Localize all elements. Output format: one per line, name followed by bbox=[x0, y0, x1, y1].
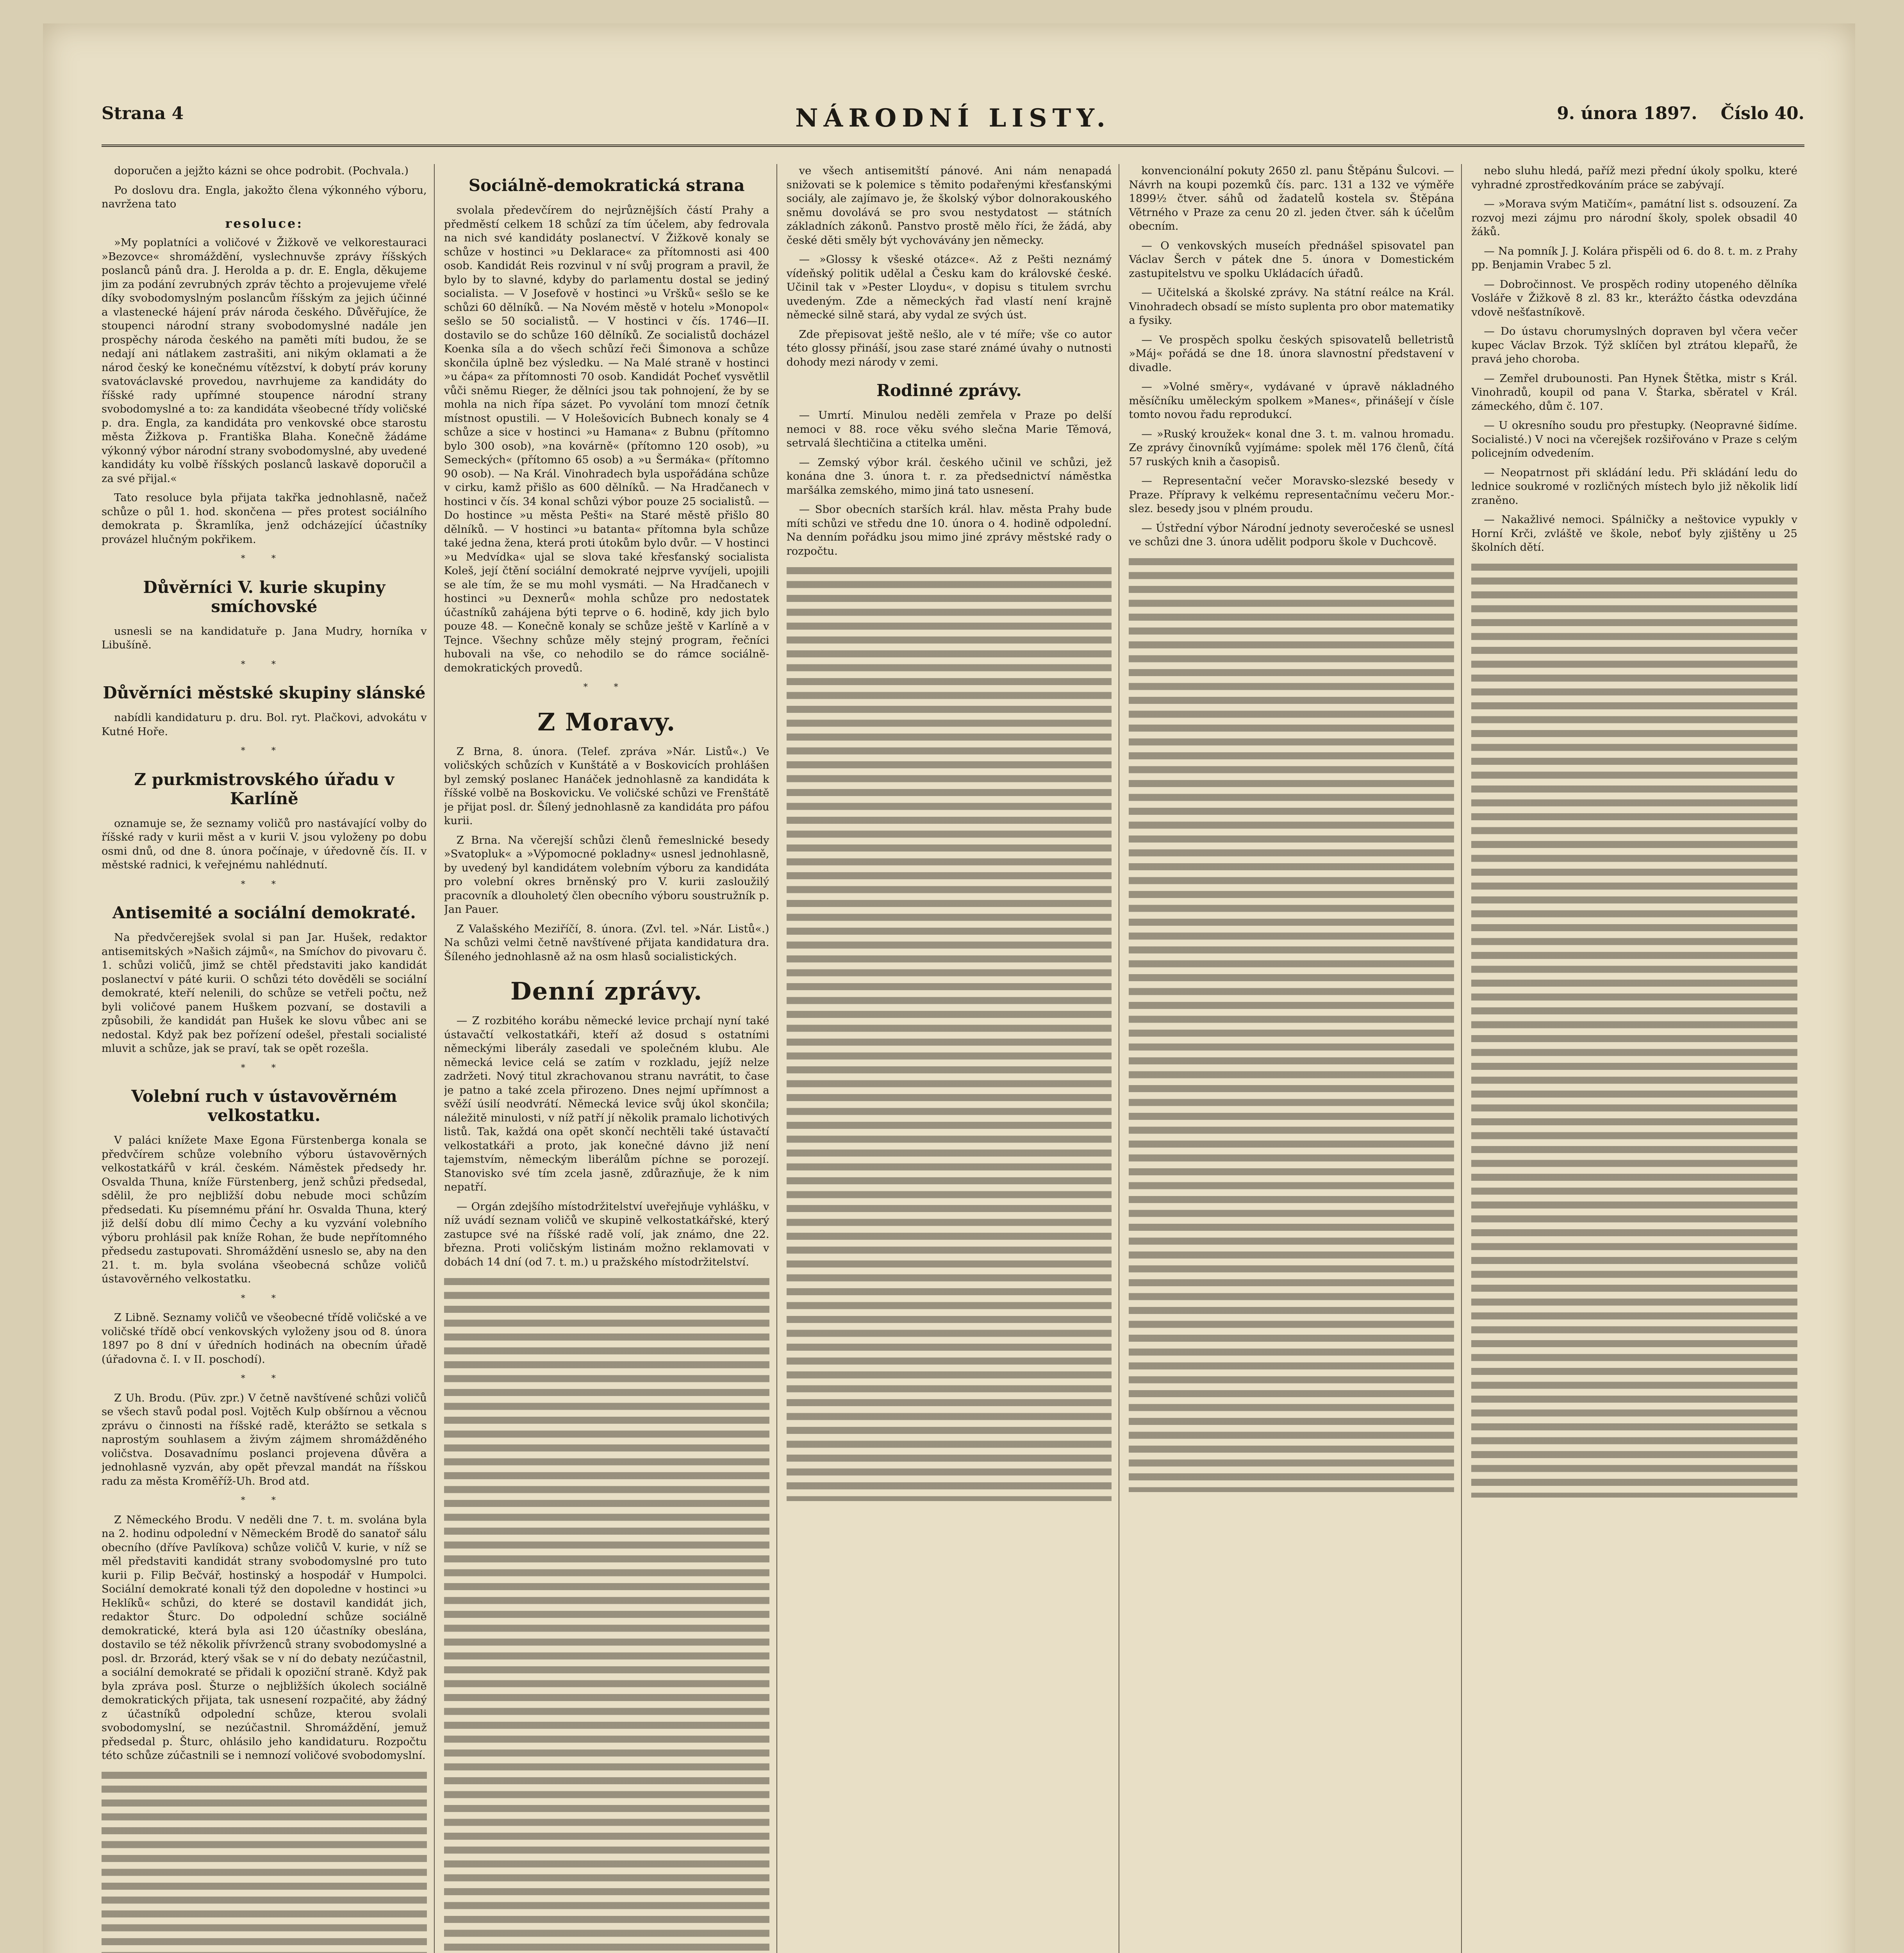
article-paragraph: — Nakažlivé nemoci. Spálničky a neštovice vypukly v Horní Krči, zvláště ve škole, neboť byly zjištěny u 25 školních dětí. bbox=[1471, 513, 1797, 553]
continued-text-block bbox=[787, 564, 1112, 1501]
separator: * * bbox=[241, 1496, 287, 1505]
article-heading: Sociálně-demokratická strana bbox=[468, 176, 745, 195]
article-paragraph: nebo sluhu hledá, paříž mezi přední úkoly spolku, které vyhradné zprostředkováním práce se zabývají. bbox=[1471, 164, 1797, 191]
page-number: Strana 4 bbox=[102, 104, 184, 123]
article-paragraph: usnesli se na kandidatuře p. Jana Mudry, horníka v Libušíně. bbox=[102, 625, 427, 651]
article-paragraph: nabídli kandidaturu p. dru. Bol. ryt. Plačkovi, advokátu v Kutné Hoře. bbox=[102, 711, 427, 738]
article-paragraph: — Representační večer Moravsko-slezské besedy v Praze. Přípravy k velkému representačnímu večeru Mor.-slez. besedy jsou v plném proudu. bbox=[1129, 475, 1454, 515]
article-paragraph: — Sbor obecních starších král. hlav. města Prahy bude míti schůzi ve středu dne 10. února o 4. hodině odpolední. Na denním pořádku jsou mimo jiné zprávy městské rady o rozpočtu. bbox=[786, 503, 1112, 557]
article-paragraph: — Z rozbitého korábu německé levice prchají nyní také ústavačtí velkostatkáři, kteří až dosud s ostatními německými liberály zasedali ve společném klubu. Ale německá levice celá se zatím v rozkladu, jejíž nelze zadržeti. Nový titul zkrachovanou stranu navrátit, to čase je patno a také zcela přirozeno. Dnes nejmí upřímnost a svěží úsilí neodvrátí. Německá levice svůj úkol skončila; náležitě minulosti, v níž patří jí několik pramalo lichotivých listů. Tak, každá ona opět skončí nechtěli také ústavačtí velkostatkáři a proto, jak konečné dávno již není tajemstvím, německým liberálům píchne se porozejí. Stanovisko své tím zcela jasně, zdůrazňuje, že k nim nepatří. bbox=[444, 1014, 769, 1193]
newspaper-title: NÁRODNÍ LISTY. bbox=[795, 104, 1111, 133]
separator: * * bbox=[241, 879, 287, 889]
separator: * * bbox=[241, 1063, 287, 1073]
column-2 bbox=[444, 164, 777, 1953]
article-paragraph: Z Uh. Brodu. (Püv. zpr.) V četně navštívené schůzi voličů se všech stavů podal posl. Vojtěch Kulp obšírnou a věcnou zprávu o činnosti na říšské radě, kterážto se setkala s naprostým souhlasem a živým zájmem shromážděného voličstva. Dosavadnímu poslanci projevena důvěra a jednohlasně vyzván, aby opět převzal mandát na říšskou radu za města Kroměříž-Uh. Brod atd. bbox=[102, 1391, 427, 1487]
section-heading: Denní zprávy. bbox=[510, 977, 703, 1005]
column-5 bbox=[1471, 164, 1804, 1953]
article-paragraph: Z Libně. Seznamy voličů ve všeobecné třídě voličské a ve voličské třídě obcí venkovských vyloženy jsou od 8. února 1897 po 8 dní v úředních hodinách na obecním úřadě (úřadovna č. I. v II. poschodí). bbox=[102, 1311, 427, 1366]
article-paragraph: — Do ústavu chorumyslných dopraven byl včera večer kupec Václav Brzok. Týž sklíčen byl ztrátou klepařů, že pravá jeho choroba. bbox=[1471, 325, 1797, 365]
article-paragraph: Na předvčerejšek svolal si pan Jar. Hušek, redaktor antisemitských »Našich zájmů«, na Smíchov do pivovaru č. 1. schůzi voličů, jimž se chtěl představiti jako kandidát poslanectví v páté kurii. O schůzi této dověděli se sociální demokraté, kteří nelenili, do schůze se vetřeli počtu, než byli voličové panem Huškem pozvaní, se dostavili a způsobili, že kandidát pan Hušek ke slovu vůbec ani se nedostal. Když pak bez pořízení odešel, přestali socialisté mluvit a schůze, jak se praví, tak se opět rozešla. bbox=[102, 931, 427, 1055]
separator: * * bbox=[241, 554, 287, 564]
article-paragraph: — O venkovských museích přednášel spisovatel pan Václav Šerch v pátek dne 5. února v Domestickém zastupitelstvu ve spolku Ukládacích úřadů. bbox=[1129, 239, 1454, 280]
separator: * * bbox=[583, 682, 630, 692]
separator: * * bbox=[241, 1374, 287, 1384]
article-paragraph: Z Brna, 8. února. (Telef. zpráva »Nár. Listů«.) Ve voličských schůzích v Kunštátě a v Boskovicích prohlášen byl zemský poslanec Hanáček jednohlasně za kandidáta k říšské volbě na Boskovicku. Ve voličské schůzi ve Frenštátě je přijat posl. dr. Šílený jednohlasně za kandidáta pro páfou kurii. bbox=[444, 745, 769, 827]
article-paragraph: — Zemřel drubounosti. Pan Hynek Štětka, mistr s Král. Vinohradů, koupil od pana V. Štarka, sběratel v Král. zámeckého, dům č. 107. bbox=[1471, 372, 1797, 412]
article-heading: Důvěrníci městské skupiny slánské bbox=[103, 683, 426, 702]
newspaper-page bbox=[43, 23, 1855, 1953]
article-paragraph: Z Německého Brodu. V neděli dne 7. t. m. svolána byla na 2. hodinu odpolední v Německém Brodě do sanatoř sálu obecního (dříve Pavlíkova) schůze voličů V. kurie, v níž se měl představiti kandidát strany svobodomyslné pro tuto kurii p. Filip Bečvář, hostinský a hospodář v Humpolci. Sociální demokraté konali týž den dopoledne v hostinci »u Heklíků« schůzi, do které se dostavil kandidát jich, redaktor Šturc. Do odpolední schůze sociálně demokratické, která byla asi 120 účastníky obeslána, dostavilo se též několik přívrženců strany svobodomyslné a posl. dr. Brzorád, který však se v ní do debaty nezúčastnil, a sociální demokraté se přidali k opoziční straně. Když pak byla zpráva posl. Šturze o nejbližších úkolech sociálně demokratických přijata, tak usnesení rozpačité, aby žádný z účastníků odpolední schůze, kterou svolali svobodomyslní, se nezúčastnil. Shromáždění, jemuž předsedal p. Šturc, ohlásilo jeho kandidaturu. Rozpočtu této schůze zúčastnili se i nemnozí voličové svobodomyslní. bbox=[102, 1513, 427, 1762]
article-paragraph: konvencionální pokuty 2650 zl. panu Štěpánu Šulcovi. — Návrh na koupi pozemků čís. parc. 131 a 132 ve výměře 1899½ čtver. sáhů od žadatelů kostela sv. Štěpána Větrného v Praze za cenu 20 zl. jeden čtver. sáh k účelům obecním. bbox=[1129, 164, 1454, 232]
article-paragraph: — Zemský výbor král. českého učinil ve schůzi, jež konána dne 3. února t. r. za předsednictví náměstka maršálka zemského, mimo jiná tato usnesení. bbox=[786, 456, 1112, 496]
article-paragraph: — Dobročinnost. Ve prospěch rodiny utopeného dělníka Vosláře v Žižkově 8 zl. 83 kr., kterážto částka odevzdána vdově nešťastníkově. bbox=[1471, 278, 1797, 318]
separator: * * bbox=[241, 1293, 287, 1303]
article-columns bbox=[102, 164, 1804, 1953]
article-paragraph: V paláci knížete Maxe Egona Fürstenberga konala se předvčírem schůze volebního výboru ústavověrných velkostatkářů v král. českém. Náměstek předsedy hr. Osvalda Thuna, kníže Fürstenberg, jenž schůzi předsedal, sdělil, že pro nejbližší dobu nebude moci schůzím předsedati. Ku písemnému přání hr. Osvalda Thuna, který již delší dobu dlí mimo Čechy a ku vyzvání volebního výboru prohlásil pak kníže Rohan, že bude nepřítomného předsedu zastupovati. Shromáždění usneslo se, aby na den 21. t. m. byla svolána všeobecná schůze voličů ústavověrného velkostatku. bbox=[102, 1134, 427, 1285]
continued-text-block bbox=[1471, 560, 1797, 1498]
article-paragraph: Po doslovu dra. Engla, jakožto člena výkonného výboru, navržena tato bbox=[102, 184, 427, 210]
article-paragraph: — »Volné směry«, vydávané v úpravě nákladného měsíčníku uměleckým spolkem »Manes«, přinášejí v čísle tomto novou řadu reprodukcí. bbox=[1129, 380, 1454, 421]
article-paragraph: »My poplatníci a voličové v Žižkově ve velkorestauraci »Bezovce« shromáždění, vyslechnuvše zprávy říšských poslanců pánů dra. J. Herolda a p. dr. E. Engla, děkujeme jim za podání zevrubných zpráv těchto a projevujeme vřelé díky svobodomyslným poslancům říšským za jejich účinné a vlastenecké hájení práv národa českého. Důvěřujíce, že stoupenci národní strany svobodomyslné nadále jen prospěchy národa českého na paměti míti budou, že se nedají ani nátlakem zastrašiti, ani nikým oklamati a že národ český ke konečnému vítězství, k dobytí práv koruny svatováclavské provedou, navrhujeme za kandidáty do říšské rady upřímné stoupence národní strany svobodomyslné a to: za kandidáta všeobecné třídy voličské p. dra. Engla, za kandidáta pro venkovské obce starostu města Žižkova p. Františka Blaha. Konečně žádáme výkonný výbor národní strany svobodomyslné, aby uvedené kandidáty ku volbě říšských poslanců laskavě doporučil a za své přijal.« bbox=[102, 236, 427, 485]
article-paragraph: — Orgán zdejšího místodržitelství uveřejňuje vyhlášku, v níž uvádí seznam voličů ve skupině velkostatkářské, který zastupce své na říšské radě volí, jak známo, dne 22. března. Proti voličským listinám možno reklamovati v dobách 14 dní (od 7. t. m.) u pražského místodržitelství. bbox=[444, 1200, 769, 1268]
article-heading: Z purkmistrovského úřadu v Karlíně bbox=[134, 769, 394, 808]
article-heading: Antisemité a sociální demokraté. bbox=[112, 903, 416, 922]
masthead bbox=[102, 98, 1804, 147]
article-paragraph: — U okresního soudu pro přestupky. (Neopravné šidíme. Socialisté.) V noci na včerejšek rozšiřováno v Praze s celým policejním odvedením. bbox=[1471, 419, 1797, 459]
column-1 bbox=[102, 164, 435, 1953]
continued-text-block bbox=[1129, 555, 1454, 1492]
article-paragraph: Zde přepisovat ještě nešlo, ale v té míře; vše co autor této glossy přináší, jsou zase staré známé úvahy o nutnosti dohody mezi národy v zemi. bbox=[786, 328, 1112, 368]
article-paragraph: oznamuje se, že seznamy voličů pro nastávající volby do říšské rady v kurii měst a v kurii V. jsou vyloženy po dobu osmi dnů, od dne 8. února počínaje, v úředovně čís. II. v městské radnici, k veřejnému nahlédnutí. bbox=[102, 817, 427, 871]
article-paragraph: — »Morava svým Matičím«, památní list s. odsouzení. Za rozvoj mezi zájmu pro národní školy, spolek obsadil 40 žáků. bbox=[1471, 198, 1797, 238]
continued-text-block bbox=[444, 1275, 769, 1953]
separator: * * bbox=[241, 659, 287, 669]
article-heading: Volební ruch v ústavověrném velkostatku. bbox=[131, 1087, 397, 1125]
article-paragraph: — Ve prospěch spolku českých spisovatelů belletristů »Máj« pořádá se dne 18. února slavnostní představení v divadle. bbox=[1129, 333, 1454, 374]
article-paragraph: Z Valašského Meziříčí, 8. února. (Zvl. tel. »Nár. Listů«.) Na schůzi velmi četně navštívené přijata kandidatura dra. Šíleného jednohlasně až na osm hlasů socialistických. bbox=[444, 922, 769, 963]
column-3 bbox=[787, 164, 1120, 1953]
article-paragraph: — »Ruský kroužek« konal dne 3. t. m. valnou hromadu. Ze zprávy činovníků vyjímáme: spolek měl 176 členů, čítá 57 ruských knih a časopisů. bbox=[1129, 427, 1454, 468]
article-paragraph: doporučen a jejžto kázni se ohce podrobit. (Pochvala.) bbox=[114, 164, 409, 177]
article-heading: Důvěrníci V. kurie skupiny smíchovské bbox=[143, 577, 385, 616]
article-paragraph: — Učitelská a školské zprávy. Na státní reálce na Král. Vinohradech obsadí se místo suplenta pro obor matematiky a fysiky. bbox=[1129, 286, 1454, 327]
article-paragraph: — Umrtí. Minulou neděli zemřela v Praze po delší nemoci v 88. roce věku svého slečna Marie Těmová, setrvalá šlechtičina a ctitelka uměni. bbox=[786, 409, 1112, 449]
issue-info bbox=[1533, 104, 1804, 123]
article-paragraph: ve všech antisemitští pánové. Ani nám nenapadá snižovati se k polemice s těmito podařenými křesťanskými sociály, ale zajímavo je, že školský výbor dolnorakouského sněmu dovolává se pro svou nestydatost — státních základních zákonů. Panstvo prostě mělo říci, že žádá, aby české děti směly být vychovávány jen německy. bbox=[786, 164, 1112, 246]
article-paragraph: Tato resoluce byla přijata takřka jednohlasně, načež schůze o půl 1. hod. skončena — přes protest sociálního demokrata p. Škramlíka, jenž odcházející účastníky provázel hlučným pokřikem. bbox=[102, 491, 427, 546]
article-paragraph: — »Glossy k všeské otázce«. Až z Pešti neznámý vídeňský politik udělal a Česku kam do královské české. Učinil tak v »Pester Lloydu«, v dopisu s titulem svrchu uvedeným. Zde a německých řad vlastí není krajně německé silně stará, aby vydal ze svých úst. bbox=[786, 253, 1112, 321]
column-4 bbox=[1129, 164, 1462, 1953]
section-heading: Z Moravy. bbox=[537, 707, 676, 736]
article-paragraph: — Na pomník J. J. Kolára přispěli od 6. do 8. t. m. z Prahy pp. Benjamin Vrabec 5 zl. bbox=[1471, 245, 1797, 271]
continued-text-block bbox=[102, 1768, 427, 1953]
article-paragraph: — Ústřední výbor Národní jednoty severočeské se usnesl ve schůzi dne 3. února udělit podporu škole v Duchcově. bbox=[1129, 521, 1454, 548]
issue-date: 9. února 1897. bbox=[1557, 104, 1697, 123]
article-heading: Rodinné zprávy. bbox=[876, 381, 1022, 400]
article-paragraph: Z Brna. Na včerejší schůzi členů řemeslnické besedy »Svatopluk« a »Výpomocné pokladny« usnesl jednohlasně, by uvedený byl kandidátem volebním výboru za kandidáta pro volební okres brněnský pro V. kurii zasloužilý pracovník a dlouholetý člen obecního výboru soustružník p. Jan Pauer. bbox=[444, 834, 769, 916]
issue-number: Číslo 40. bbox=[1720, 104, 1804, 123]
separator: * * bbox=[241, 746, 287, 756]
article-paragraph: — Neopatrnost při skládání ledu. Při skládání ledu do lednice soukromé v rozličných místech bylo již několik lidí zraněno. bbox=[1471, 466, 1797, 507]
article-paragraph: svolala předevčírem do nejrůznějších částí Prahy a předměstí celkem 18 schůzí za tím účelem, aby fedrovala na nich své kandidáty poslanectví. V Žižkově konaly se schůze v hostinci »u Deklarace« za přítomnosti asi 400 osob. Kandidát Reis rozvinul v ní svůj program a pravil, že bylo by to slavné, kdyby do parlamentu dostal se jediný socialista. — V Josefově v hostinci »u Vršků« sešlo se ke schůzi 60 dělníků. — Na Novém městě v hotelu »Monopol« sešlo se 50 socialistů. — V hostinci v čís. 1746—II. dostavilo se do schůze 160 dělníků. Ze socialistů docházel Koenka síla a do všech schůzí řeči Šimonova a schůze skončila úplně bez výsledku. — Na Malé straně v hostinci »u čápa« za přítomnosti 70 osob. Kandidát Pocheť vysvětlil vůči sněmu Rieger, že dělníci jsou tak pohnojení, že by se mohla na nich řípa sázet. Po vyvolání tom mnozí četník místnost opustili. — V Holešovicích Bubnech konaly se 4 schůze a sice v hostinci »u Hamana« z Bubnu (přítomno bylo 300 osob), »na kovárně« (přítomno 120 osob), »u Semeckých« (přítomno 65 osob) a »u Šermáka« (přítomno 90 osob). — Na Král. Vinohradech byla uspořádána schůze v cirku, kamž přišlo as 600 dělníků. — Na Hradčanech v hostinci v čís. 34 konal schůzi výbor pouze 25 socialistů. — Do hostince »u města Pešti« na Staré městě přišlo 80 dělníků. — V hostinci »u batanta« přítomna byla schůze také jedna žena, která proti útokům bylo dvůr. — V hostinci »u Medvídka« ujal se slova také křesťanský socialista Koleš, její čtění sociální demokraté nejprve vyvíjeli, upojili se ale tím, že se mu mohl vysmáti. — Na Hradčanech v hostinci »u Dexnerů« mohla schůze pro nedostatek účastníků zahájena býti teprve o 6. hodině, kdy jich bylo pouze 48. — Konečně konaly se schůze ještě v Karlíně a v Tejnce. Všechny schůze měly stejný program, řečníci hubovali na vše, co nehodilo se do rámce sociálně-demokratických provedů. bbox=[444, 204, 769, 674]
resolution-heading: resoluce: bbox=[225, 216, 303, 231]
